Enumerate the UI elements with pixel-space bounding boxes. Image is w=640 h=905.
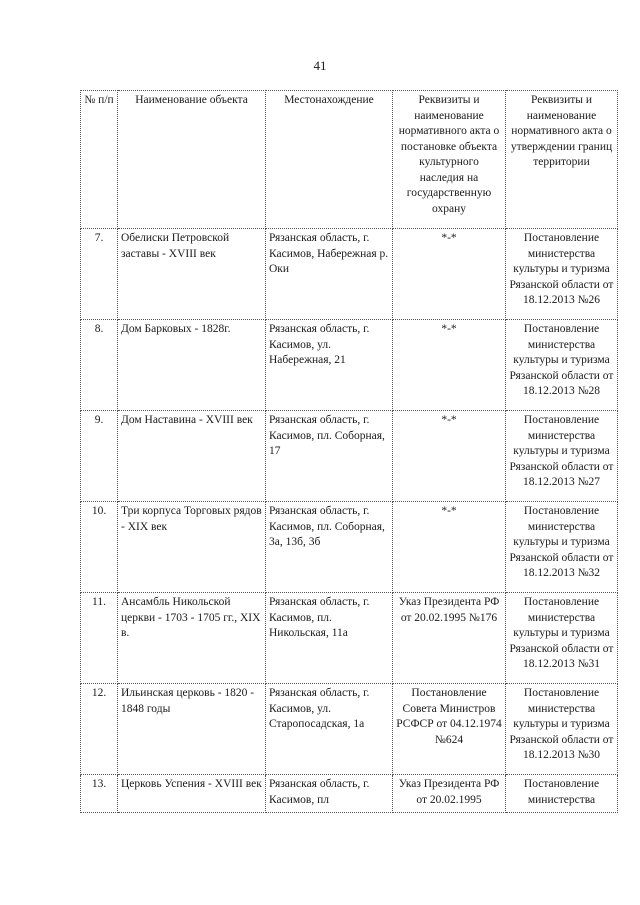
protection-act: *-* [393, 502, 506, 593]
object-location: Рязанская область, г. Касимов, пл. Никольская, 11а [266, 593, 393, 684]
row-number: 7. [81, 229, 118, 320]
row-number: 8. [81, 320, 118, 411]
page-number: 41 [313, 58, 327, 73]
boundary-act: Постановление министерства культуры и туризма Рязанской области от 18.12.2013 №27 [506, 411, 618, 502]
heritage-objects-table [80, 90, 618, 813]
protection-act: *-* [393, 229, 506, 320]
protection-act: Указ Президента РФ от 20.02.1995 №176 [393, 593, 506, 684]
header-number: № п/п [81, 91, 118, 229]
header-protection-act: Реквизиты и наименование нормативного акта о постановке объекта культурного наследия на государственную охрану [393, 91, 506, 229]
object-location: Рязанская область, г. Касимов, пл. Соборная, 3а, 13б, 3б [266, 502, 393, 593]
row-number: 13. [81, 775, 118, 813]
object-location: Рязанская область, г. Касимов, пл [266, 775, 393, 813]
object-name: Дом Наставина - XVIII век [118, 411, 266, 502]
header-boundary-act: Реквизиты и наименование нормативного акта о утверждении границ территории [506, 91, 618, 229]
boundary-act: Постановление министерства культуры и туризма Рязанской области от 18.12.2013 №28 [506, 320, 618, 411]
boundary-act: Постановление министерства культуры и туризма Рязанской области от 18.12.2013 №32 [506, 502, 618, 593]
protection-act: *-* [393, 320, 506, 411]
table-row [81, 411, 618, 502]
row-number: 12. [81, 684, 118, 775]
object-location: Рязанская область, г. Касимов, ул. Набережная, 21 [266, 320, 393, 411]
object-location: Рязанская область, г. Касимов, ул. Старопосадская, 1а [266, 684, 393, 775]
table-row [81, 775, 618, 813]
table-row [81, 502, 618, 593]
boundary-act: Постановление министерства культуры и туризма Рязанской области от 18.12.2013 №30 [506, 684, 618, 775]
boundary-act: Постановление министерства [506, 775, 618, 813]
object-name: Три корпуса Торговых рядов - XIX век [118, 502, 266, 593]
protection-act: *-* [393, 411, 506, 502]
table-row [81, 320, 618, 411]
header-location: Местонахождение [266, 91, 393, 229]
boundary-act: Постановление министерства культуры и туризма Рязанской области от 18.12.2013 №26 [506, 229, 618, 320]
object-name: Церковь Успения - XVIII век [118, 775, 266, 813]
row-number: 10. [81, 502, 118, 593]
object-name: Ансамбль Никольской церкви - 1703 - 1705 гг., XIX в. [118, 593, 266, 684]
object-location: Рязанская область, г. Касимов, Набережная р. Оки [266, 229, 393, 320]
boundary-act: Постановление министерства культуры и туризма Рязанской области от 18.12.2013 №31 [506, 593, 618, 684]
table-header-row [81, 91, 618, 229]
header-object-name: Наименование объекта [118, 91, 266, 229]
row-number: 11. [81, 593, 118, 684]
table-row [81, 684, 618, 775]
row-number: 9. [81, 411, 118, 502]
table-row [81, 229, 618, 320]
object-name: Дом Барковых - 1828г. [118, 320, 266, 411]
object-location: Рязанская область, г. Касимов, пл. Соборная, 17 [266, 411, 393, 502]
object-name: Обелиски Петровской заставы - XVIII век [118, 229, 266, 320]
protection-act: Постановление Совета Министров РСФСР от 04.12.1974 №624 [393, 684, 506, 775]
object-name: Ильинская церковь - 1820 - 1848 годы [118, 684, 266, 775]
protection-act: Указ Президента РФ от 20.02.1995 [393, 775, 506, 813]
table-row [81, 593, 618, 684]
